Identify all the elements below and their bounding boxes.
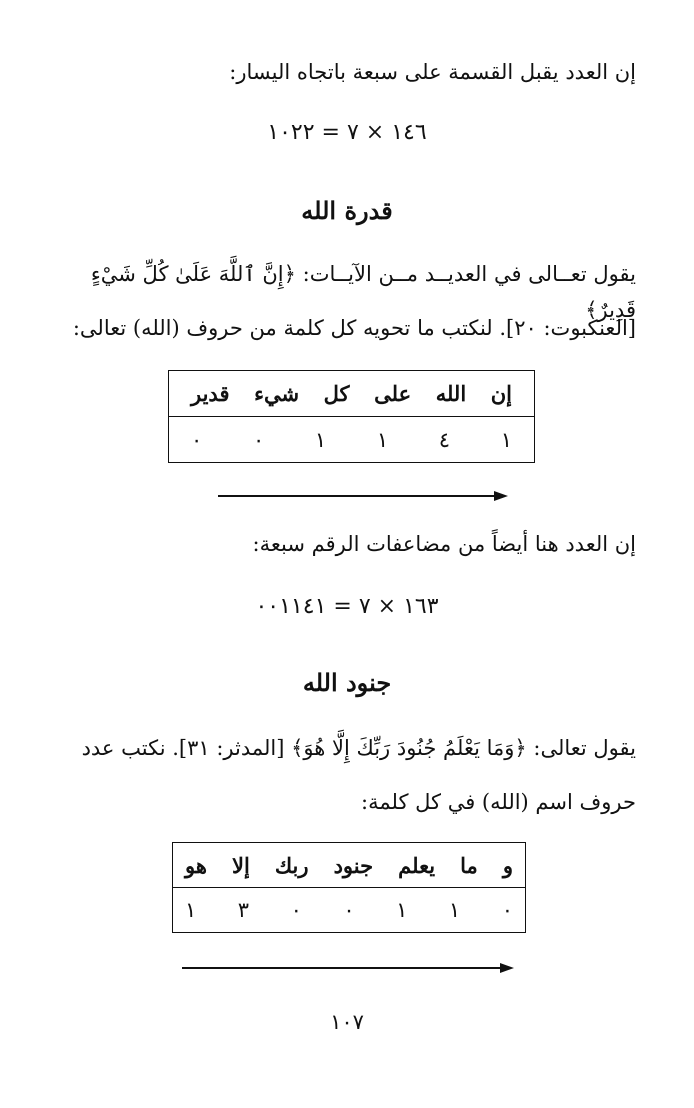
- table-count: ١: [448, 898, 461, 922]
- table-word: الله: [435, 381, 467, 406]
- heading-junud-allah: جنود الله: [302, 668, 392, 697]
- table-count: ٠: [252, 427, 265, 452]
- letters-table-1: [168, 370, 535, 463]
- table-count: ٠: [501, 898, 513, 922]
- paragraph-line-3: يقول تعالى: ﴿وَمَا يَعْلَمُ جُنُودَ رَبِّكَ إِلَّا هُوَ﴾ [المدثر: ٣١]. نكتب عدد: [81, 736, 636, 760]
- paragraph-line-1: يقول تعــالى في العديــد مــن الآيــات: ﴿إِنَّ ٱللَّهَ عَلَىٰ كُلِّ شَيْءٍ قَدِيرٌ﴾: [90, 262, 636, 322]
- table-word: كل: [323, 381, 350, 406]
- table-word: إلا: [231, 852, 250, 878]
- after-paragraph: إن العدد هنا أيضاً من مضاعفات الرقم سبعة:: [252, 532, 636, 556]
- table-row: [173, 888, 526, 933]
- table-word: جنود: [333, 852, 374, 878]
- arrow-right-icon: [218, 488, 508, 504]
- table-count: ١: [185, 898, 197, 922]
- paragraph-line-2: [العنكبوت: ٢٠]. لنكتب ما تحويه كل كلمة من حروف (الله) تعالى:: [72, 316, 636, 340]
- table-word: ما: [460, 852, 478, 878]
- table-row: [169, 417, 535, 463]
- table-word: يعلم: [398, 852, 436, 878]
- table-count: ٠: [290, 898, 302, 922]
- table-word: إن: [490, 381, 512, 406]
- arrow-right-icon: [182, 960, 514, 976]
- letters-table-2: [172, 842, 526, 933]
- table-row: [169, 371, 535, 417]
- table-count: ١: [376, 427, 389, 452]
- table-count: ١: [314, 427, 327, 452]
- page-number: ١٠٧: [330, 1010, 364, 1034]
- table-count: ٠: [343, 898, 355, 922]
- table-word: هو: [185, 852, 207, 878]
- table-count: ١: [396, 898, 408, 922]
- heading-qudrat-allah: قدرة الله: [301, 196, 393, 225]
- paragraph-line-4: حروف اسم (الله) في كل كلمة:: [361, 790, 636, 814]
- equation-2: ١٦٣ × ٧ = ٠٠١١٤١: [255, 594, 439, 619]
- table-row: [173, 843, 526, 888]
- table-word: ربك: [274, 852, 309, 878]
- table-count: ٤: [438, 427, 451, 452]
- table-word: قدير: [191, 381, 230, 406]
- table-count: ١: [500, 427, 512, 452]
- equation-1: ١٤٦ × ٧ = ١٠٢٢: [267, 120, 427, 145]
- table-word: شيء: [254, 381, 300, 406]
- intro-paragraph: إن العدد يقبل القسمة على سبعة باتجاه اليسار:: [229, 60, 636, 84]
- table-count: ٣: [237, 898, 250, 922]
- table-word: و: [502, 852, 513, 878]
- table-count: ٠: [191, 427, 203, 452]
- table-word: على: [374, 381, 412, 406]
